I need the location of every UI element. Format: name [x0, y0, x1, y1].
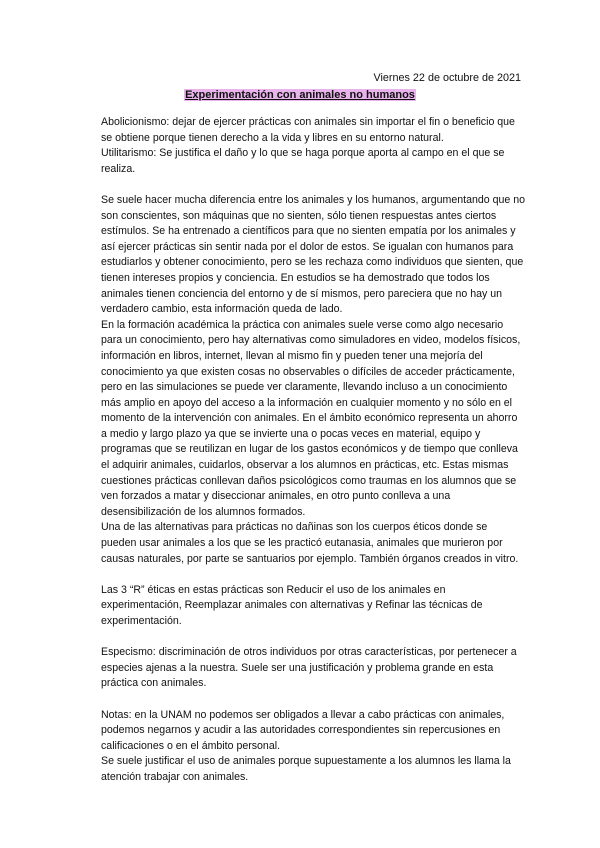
paragraph-utilitarismo: Utilitarismo: Se justifica el daño y lo que se haga porque aporta al campo en el que se realiza.: [101, 147, 505, 175]
paragraph-diferencia: Se suele hacer mucha diferencia entre los animales y los humanos, argumentando que no son conscientes, son máquinas que no sienten, sólo tienen respuestas antes ciertos estímulos. Se ha entrenado a científicos para que no sienten empatía por los animales y así ejercer prácticas sin sentir nada por el dolor de estos. Se igualan con humanos para estudiarlos y obtener conocimiento, pero se les rechaza como individuos que sienten, que tienen intereses propios y conciencia. En estudios se ha demostrado que todos los animales tienen conciencia del entorno y de sí mismos, pero pareciera que no hay un verdadero cambio, esta información queda de lado.: [101, 193, 526, 316]
paragraph-justificacion: Se suele justificar el uso de animales porque supuestamente a los alumnos les llama la atención trabajar con animales.: [101, 755, 511, 783]
paragraph-gap: [101, 567, 525, 583]
paragraph-notas: Notas: en la UNAM no podemos ser obligados a llevar a cabo prácticas con animales, podemos negarnos y acudir a las autoridades correspondientes sin repercusiones en calificaciones o en el ámbito personal.: [101, 708, 505, 752]
paragraph-formacion-academica: En la formación académica la práctica con animales suele verse como algo necesario para un conocimiento, pero hay alternativas como simuladores en video, modelos físicos, información en libros, internet, llevan al mismo fin y pueden tener una mejoría del conocimiento ya que existen cosas no observables o difíciles de acceder prácticamente, pero en las simulaciones se puede ver claramente, llevando incluso a un conocimiento más amplio en apoyo del acceso a la información en cualquier momento y no sólo en el momento de la intervención con animales. En el ámbito económico representa un ahorro a medio y largo plazo ya que se invierte una o pocas veces en material, equipo y programas que se reutilizan en lugar de los gastos económicos y de tiempo que conlleva el adquirir animales, cuidarlos, observar a los alumnos en prácticas, etc. Estas mismas cuestiones prácticas conllevan daños psicológicos como traumas en los alumnos que se ven forzados a matar y diseccionar animales, en otro punto conlleva a una desensibilización de los alumnos formados.: [101, 318, 521, 518]
document-date: Viernes 22 de octubre de 2021: [373, 72, 521, 84]
paragraph-gap: [101, 630, 525, 646]
paragraph-gap: [101, 692, 525, 708]
paragraph-especismo: Especismo: discriminación de otros individuos por otras características, por pertenecer a especies ajenas a la nuestra. Suele ser una justificación y problema grande en esta práctica con animales.: [101, 646, 517, 690]
paragraph-abolicionismo: Abolicionismo: dejar de ejercer prácticas con animales sin importar el fin o beneficio que se obtiene porque tienen derecho a la vida y libres en su entorno natural.: [101, 116, 515, 144]
paragraph-alternativas: Una de las alternativas para prácticas no dañinas son los cuerpos éticos donde se pueden usar animales a los que se les practicó eutanasia, animales que murieron por causas naturales, por parte se santuarios por ejemplo. También órganos creados in vitro.: [101, 521, 519, 565]
paragraph-tres-r: Las 3 “R” éticas en estas prácticas son Reducir el uso de los animales en experimentación, Reemplazar animales con alternativas y Refinar las técnicas de experimentación.: [101, 583, 483, 627]
paragraph-gap: [101, 177, 525, 193]
document-body: [101, 115, 525, 786]
document-title-line: [0, 88, 600, 104]
document-title: Experimentación con animales no humanos: [185, 89, 415, 101]
